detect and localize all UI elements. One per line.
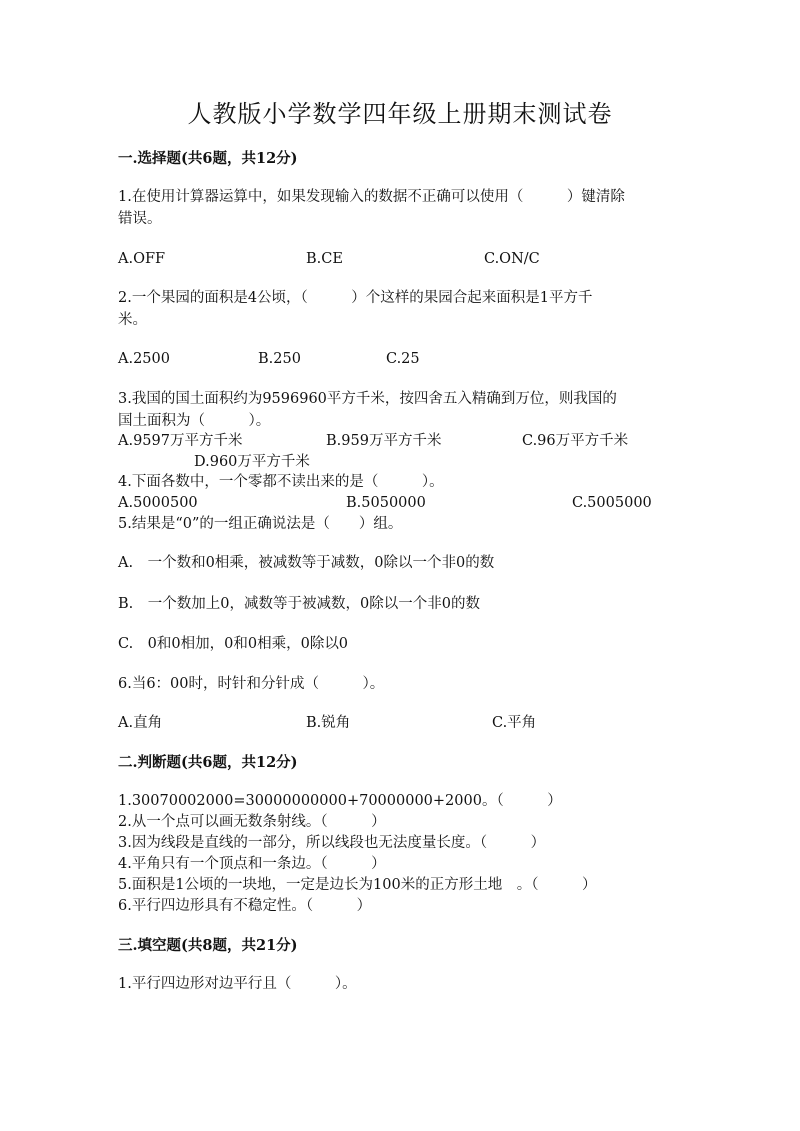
- question-5-option-b: B. 一个数加上0，减数等于被减数，0除以一个非0的数: [118, 596, 480, 612]
- question-4-option-a: A.5000500: [118, 495, 198, 511]
- question-4-line-1: 4.下面各数中，一个零都不读出来的是（ ）。: [118, 474, 444, 490]
- question-3-option-b: B.959万平方千米: [326, 433, 442, 449]
- question-1-option-b: B.CE: [306, 251, 343, 267]
- judgment-item-1: 1.30070002000=30000000000+70000000+2000。（ ）: [118, 793, 562, 809]
- question-2-option-a: A.2500: [118, 351, 170, 367]
- question-5-option-a: A. 一个数和0相乘，被减数等于减数，0除以一个非0的数: [118, 555, 495, 571]
- question-3-line-1: 3.我国的国土面积约为9596960平方千米，按四舍五入精确到万位，则我国的: [118, 391, 617, 407]
- question-3-line-2: 国土面积为（ ）。: [118, 413, 271, 429]
- question-6-option-b: B.锐角: [306, 715, 351, 731]
- judgment-item-2: 2.从一个点可以画无数条射线。（ ）: [118, 814, 386, 830]
- section-heading-choice: 一.选择题(共6题，共12分): [118, 150, 298, 167]
- section-heading-judgment: 二.判断题(共6题，共12分): [118, 754, 298, 771]
- question-4-option-b: B.5050000: [346, 495, 426, 511]
- judgment-item-3: 3.因为线段是直线的一部分，所以线段也无法度量长度。（ ）: [118, 835, 546, 851]
- judgment-item-4: 4.平角只有一个顶点和一条边。（ ）: [118, 856, 386, 872]
- question-6-line-1: 6.当6：00时，时针和分针成（ ）。: [118, 676, 385, 692]
- question-6-option-c: C.平角: [492, 715, 537, 731]
- fill-in-question-1: 1.平行四边形对边平行且（ ）。: [118, 976, 357, 992]
- question-1-option-c: C.ON/C: [484, 251, 540, 267]
- section-heading-fill-in: 三.填空题(共8题，共21分): [118, 937, 298, 954]
- judgment-item-5: 5.面积是1公顷的一块地，一定是边长为100米的正方形土地 。（ ）: [118, 877, 597, 893]
- question-6-option-a: A.直角: [118, 715, 163, 731]
- question-5-option-c: C. 0和0相加，0和0相乘，0除以0: [118, 636, 349, 652]
- question-1-option-a: A.OFF: [118, 251, 166, 267]
- question-1-line-1: 1.在使用计算器运算中，如果发现输入的数据不正确可以使用（ ）键清除: [118, 189, 625, 205]
- judgment-item-6: 6.平行四边形具有不稳定性。（ ）: [118, 898, 372, 914]
- question-2-option-c: C.25: [386, 351, 420, 367]
- question-3-option-a: A.9597万平方千米: [118, 433, 243, 449]
- question-3-option-c: C.96万平方千米: [522, 433, 629, 449]
- question-2-option-b: B.250: [258, 351, 301, 367]
- question-2-line-2: 米。: [118, 312, 147, 328]
- question-5-line-1: 5.结果是“0”的一组正确说法是（ ）组。: [118, 516, 403, 532]
- question-4-option-c: C.5005000: [572, 495, 652, 511]
- question-1-line-2: 错误。: [118, 211, 162, 227]
- page-title: 人教版小学数学四年级上册期末测试卷: [187, 100, 613, 128]
- question-3-option-d: D.960万平方千米: [194, 454, 310, 470]
- question-2-line-1: 2.一个果园的面积是4公顷，（ ）个这样的果园合起来面积是1平方千: [118, 290, 593, 306]
